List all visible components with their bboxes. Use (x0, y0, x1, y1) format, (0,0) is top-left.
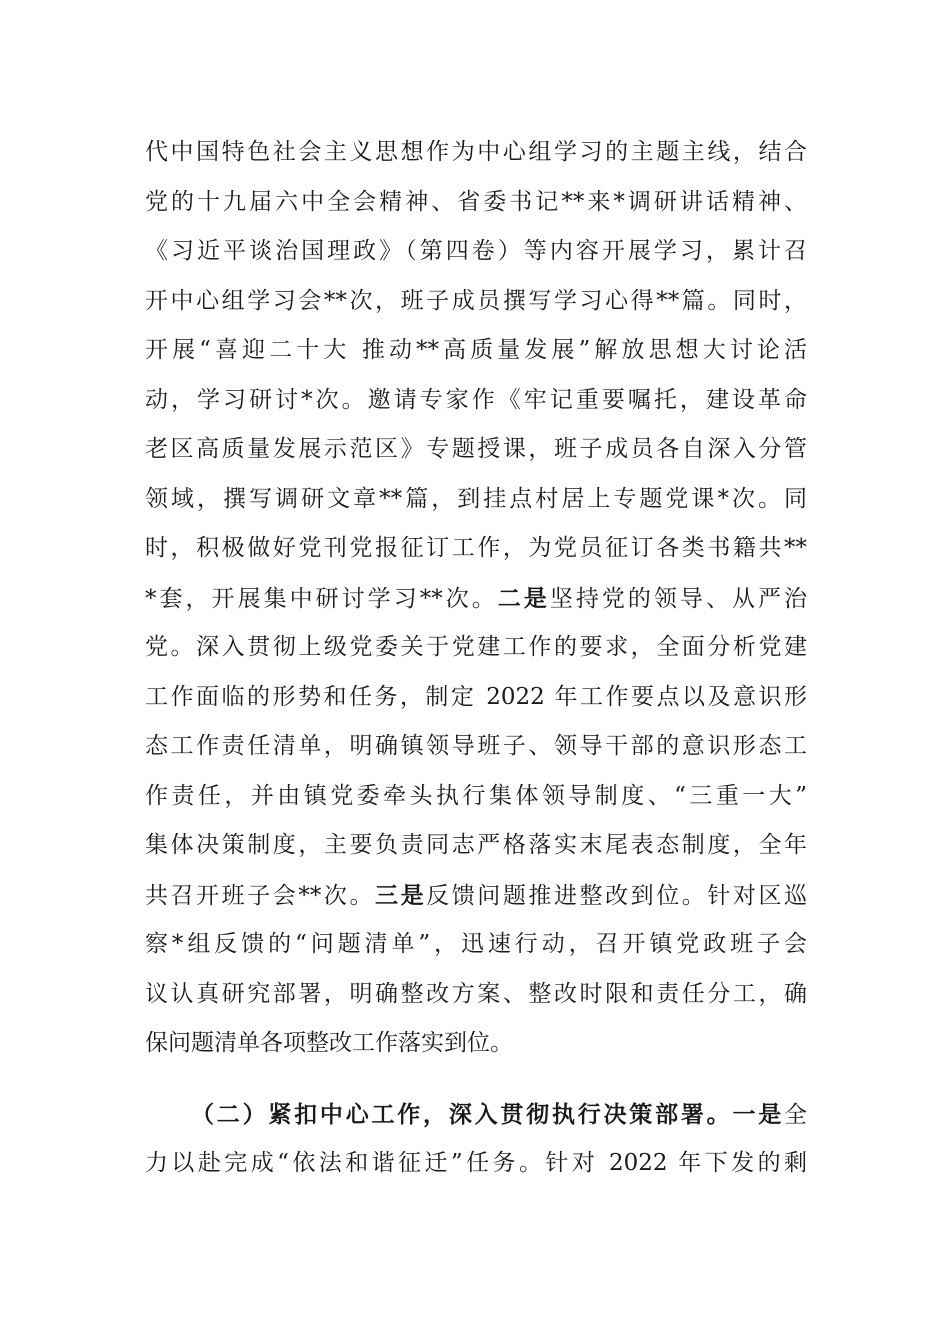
text-line (145, 871, 807, 921)
paragraph-1 (145, 128, 807, 1069)
text-run: 开展“喜迎二十大 推动**高质量发展”解放思想大讨论活 (145, 337, 807, 363)
text-run: 议认真研究部署，明确整改方案、整改时限和责任分工，确 (145, 980, 807, 1007)
text-line (145, 376, 807, 426)
paragraph-gap (145, 1069, 807, 1090)
text-line (145, 128, 807, 178)
text-line (145, 425, 807, 475)
text-run: 反馈问题推进整改到位。针对区巡 (426, 882, 808, 909)
text-run: 开中心组学习会**次，班子成员撰写学习心得**篇。同时， (145, 287, 807, 314)
text-line (145, 574, 807, 624)
text-run: 共召开班子会**次。 (145, 882, 376, 909)
text-line (145, 326, 807, 376)
text-run: 保问题清单各项整改工作落实到位。 (145, 1030, 513, 1056)
text-run: 全 (784, 1101, 808, 1128)
document-body (145, 128, 807, 1189)
text-line (145, 970, 807, 1020)
text-run: 党的十九届六中全会精神、省委书记**来*调研讲话精神、 (145, 188, 807, 215)
text-run: 《习近平谈治国理政》（第四卷）等内容开展学习，累计召 (145, 238, 807, 264)
text-run: 党。深入贯彻上级党委关于党建工作的要求，全面分析党建 (145, 634, 807, 660)
text-run: 力以赴完成“依法和谐征迁”任务。针对 2022 年下发的剩 (145, 1150, 807, 1176)
text-run: 工作面临的形势和任务，制定 2022 年工作要点以及意识形 (145, 683, 807, 710)
text-line (145, 722, 807, 772)
text-run: 时，积极做好党刊党报征订工作，为党员征订各类书籍共** (145, 535, 807, 561)
text-line (145, 178, 807, 228)
text-line (145, 524, 807, 574)
text-run: 集体决策制度，主要负责同志严格落实末尾表态制度，全年 (145, 832, 807, 858)
paragraph-2 (145, 1090, 807, 1189)
text-line (145, 1090, 807, 1140)
text-line (145, 1139, 807, 1189)
bold-text: 一是 (732, 1100, 785, 1128)
text-line (145, 821, 807, 871)
text-run: 坚持党的领导、从严治 (549, 585, 808, 612)
text-line (145, 673, 807, 723)
bold-text: （二）紧扣中心工作，深入贯彻执行决策部署。 (191, 1100, 733, 1128)
text-run: 代中国特色社会主义思想作为中心组学习的主题主线，结合 (145, 139, 807, 165)
text-run: 动，学习研讨*次。邀请专家作《牢记重要嘱托，建设革命 (145, 386, 807, 413)
text-run: 老区高质量发展示范区》专题授课，班子成员各自深入分管 (145, 436, 807, 462)
bold-text: 三是 (375, 881, 427, 909)
text-line (145, 277, 807, 327)
text-line (145, 772, 807, 822)
text-run: 领域，撰写调研文章**篇，到挂点村居上专题党课*次。同 (145, 485, 807, 512)
text-run: 态工作责任清单，明确镇领导班子、领导干部的意识形态工 (145, 733, 807, 759)
text-line (145, 920, 807, 970)
text-line (145, 1019, 807, 1069)
text-run: 察*组反馈的“问题清单”，迅速行动，召开镇党政班子会 (145, 931, 807, 957)
text-line (145, 227, 807, 277)
text-run: *套，开展集中研讨学习**次。 (145, 585, 498, 612)
text-run: 作责任，并由镇党委牵头执行集体领导制度、“三重一大” (145, 782, 807, 809)
text-line (145, 623, 807, 673)
text-line (145, 475, 807, 525)
bold-text: 二是 (497, 584, 550, 612)
